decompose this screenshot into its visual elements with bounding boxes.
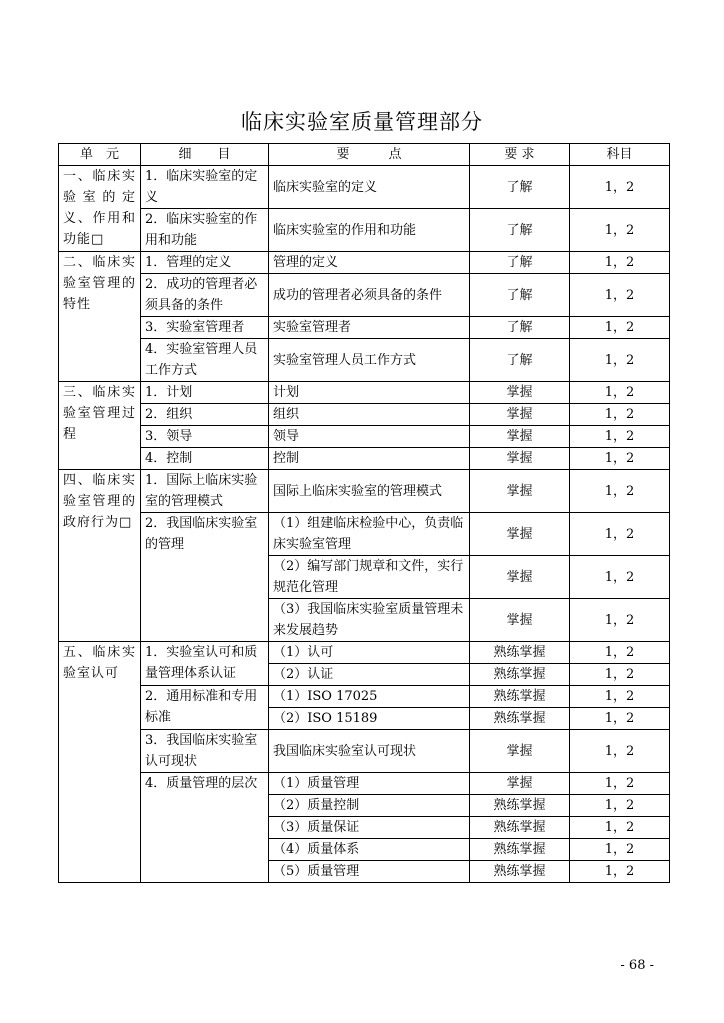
point-cell: 管理的定义 [269, 252, 470, 274]
point-cell: （2）认证 [269, 664, 470, 686]
point-cell: （2）ISO 15189 [269, 708, 470, 730]
unit-cell: 五、临床实验室认可 [59, 642, 141, 883]
table-row [59, 426, 670, 448]
subject-cell: 1，2 [570, 513, 670, 556]
requirement-cell: 掌握 [470, 404, 570, 426]
requirement-cell: 掌握 [470, 470, 570, 513]
point-cell: 计划 [269, 382, 470, 404]
subject-cell: 1，2 [570, 642, 670, 664]
topic-cell: 4．质量管理的层次 [141, 773, 269, 883]
point-cell: 实验室管理者 [269, 317, 470, 339]
topic-cell: 1．计划 [141, 382, 269, 404]
topic-cell: 4．实验室管理人员工作方式 [141, 339, 269, 382]
point-cell: 控制 [269, 448, 470, 470]
table-row [59, 382, 670, 404]
subject-cell: 1，2 [570, 209, 670, 252]
subject-cell: 1，2 [570, 599, 670, 642]
requirement-cell: 熟练掌握 [470, 795, 570, 817]
table-row [59, 209, 670, 252]
requirement-cell: 掌握 [470, 556, 570, 599]
subject-cell: 1，2 [570, 252, 670, 274]
topic-cell: 1．国际上临床实验室的管理模式 [141, 470, 269, 513]
page-number: - 68 - [620, 958, 654, 973]
header-unit: 单 元 [59, 144, 141, 166]
requirement-cell: 了解 [470, 166, 570, 209]
requirement-cell: 了解 [470, 209, 570, 252]
point-cell: （3）质量保证 [269, 817, 470, 839]
requirement-cell: 掌握 [470, 382, 570, 404]
requirement-cell: 掌握 [470, 599, 570, 642]
point-cell: 临床实验室的定义 [269, 166, 470, 209]
subject-cell: 1，2 [570, 708, 670, 730]
subject-cell: 1，2 [570, 426, 670, 448]
table-row [59, 166, 670, 209]
table-row [59, 773, 670, 795]
subject-cell: 1，2 [570, 556, 670, 599]
unit-cell: 二、临床实验室管理的特性 [59, 252, 141, 382]
point-cell: （1）ISO 17025 [269, 686, 470, 708]
topic-cell: 4．控制 [141, 448, 269, 470]
subject-cell: 1，2 [570, 664, 670, 686]
table-row [59, 317, 670, 339]
table-row [59, 686, 670, 708]
point-cell: 领导 [269, 426, 470, 448]
table-row [59, 730, 670, 773]
requirement-cell: 掌握 [470, 426, 570, 448]
topic-cell: 3．领导 [141, 426, 269, 448]
requirement-cell: 熟练掌握 [470, 839, 570, 861]
topic-cell: 2．成功的管理者必须具备的条件 [141, 274, 269, 317]
point-cell: （1）质量管理 [269, 773, 470, 795]
unit-cell: 三、临床实验室管理过程 [59, 382, 141, 470]
syllabus-table [58, 143, 670, 883]
table-row [59, 339, 670, 382]
table-header-row [59, 144, 670, 166]
subject-cell: 1，2 [570, 773, 670, 795]
header-subject: 科目 [570, 144, 670, 166]
requirement-cell: 熟练掌握 [470, 686, 570, 708]
point-cell: 临床实验室的作用和功能 [269, 209, 470, 252]
table-row [59, 513, 670, 556]
point-cell: 组织 [269, 404, 470, 426]
requirement-cell: 掌握 [470, 730, 570, 773]
point-cell: （1）组建临床检验中心，负责临床实验室管理 [269, 513, 470, 556]
topic-cell: 3．实验室管理者 [141, 317, 269, 339]
point-cell: （4）质量体系 [269, 839, 470, 861]
point-cell: （2）编写部门规章和文件，实行规范化管理 [269, 556, 470, 599]
subject-cell: 1，2 [570, 730, 670, 773]
table-row [59, 642, 670, 664]
requirement-cell: 掌握 [470, 513, 570, 556]
subject-cell: 1，2 [570, 470, 670, 513]
topic-cell: 2．临床实验室的作用和功能 [141, 209, 269, 252]
unit-cell: 一、临床实验室的定义、作用和功能□ [59, 166, 141, 252]
table-row [59, 448, 670, 470]
requirement-cell: 熟练掌握 [470, 861, 570, 883]
subject-cell: 1，2 [570, 861, 670, 883]
table-row [59, 470, 670, 513]
requirement-cell: 了解 [470, 274, 570, 317]
table-row [59, 274, 670, 317]
requirement-cell: 熟练掌握 [470, 708, 570, 730]
point-cell: （1）认可 [269, 642, 470, 664]
subject-cell: 1，2 [570, 382, 670, 404]
unit-cell: 四、临床实验室管理的政府行为□ [59, 470, 141, 642]
requirement-cell: 了解 [470, 339, 570, 382]
subject-cell: 1，2 [570, 817, 670, 839]
subject-cell: 1，2 [570, 686, 670, 708]
table-row [59, 252, 670, 274]
requirement-cell: 了解 [470, 317, 570, 339]
topic-cell: 3．我国临床实验室认可现状 [141, 730, 269, 773]
header-requirement: 要 求 [470, 144, 570, 166]
point-cell: 我国临床实验室认可现状 [269, 730, 470, 773]
header-topic: 细 目 [141, 144, 269, 166]
requirement-cell: 掌握 [470, 448, 570, 470]
topic-cell: 1．管理的定义 [141, 252, 269, 274]
subject-cell: 1，2 [570, 839, 670, 861]
topic-cell: 1．实验室认可和质量管理体系认证 [141, 642, 269, 686]
subject-cell: 1，2 [570, 339, 670, 382]
point-cell: 成功的管理者必须具备的条件 [269, 274, 470, 317]
requirement-cell: 熟练掌握 [470, 664, 570, 686]
point-cell: （5）质量管理 [269, 861, 470, 883]
topic-cell: 1．临床实验室的定义 [141, 166, 269, 209]
subject-cell: 1，2 [570, 166, 670, 209]
requirement-cell: 熟练掌握 [470, 817, 570, 839]
topic-cell: 2．通用标准和专用标准 [141, 686, 269, 730]
point-cell: 国际上临床实验室的管理模式 [269, 470, 470, 513]
requirement-cell: 熟练掌握 [470, 642, 570, 664]
topic-cell: 2．我国临床实验室的管理 [141, 513, 269, 642]
topic-cell: 2．组织 [141, 404, 269, 426]
table-row [59, 404, 670, 426]
point-cell: （2）质量控制 [269, 795, 470, 817]
page-title: 临床实验室质量管理部分 [241, 110, 483, 134]
point-cell: 实验室管理人员工作方式 [269, 339, 470, 382]
table-body [59, 166, 670, 883]
header-point: 要 点 [269, 144, 470, 166]
subject-cell: 1，2 [570, 795, 670, 817]
requirement-cell: 掌握 [470, 773, 570, 795]
requirement-cell: 了解 [470, 252, 570, 274]
point-cell: （3）我国临床实验室质量管理未来发展趋势 [269, 599, 470, 642]
subject-cell: 1，2 [570, 317, 670, 339]
subject-cell: 1，2 [570, 448, 670, 470]
subject-cell: 1，2 [570, 274, 670, 317]
subject-cell: 1，2 [570, 404, 670, 426]
